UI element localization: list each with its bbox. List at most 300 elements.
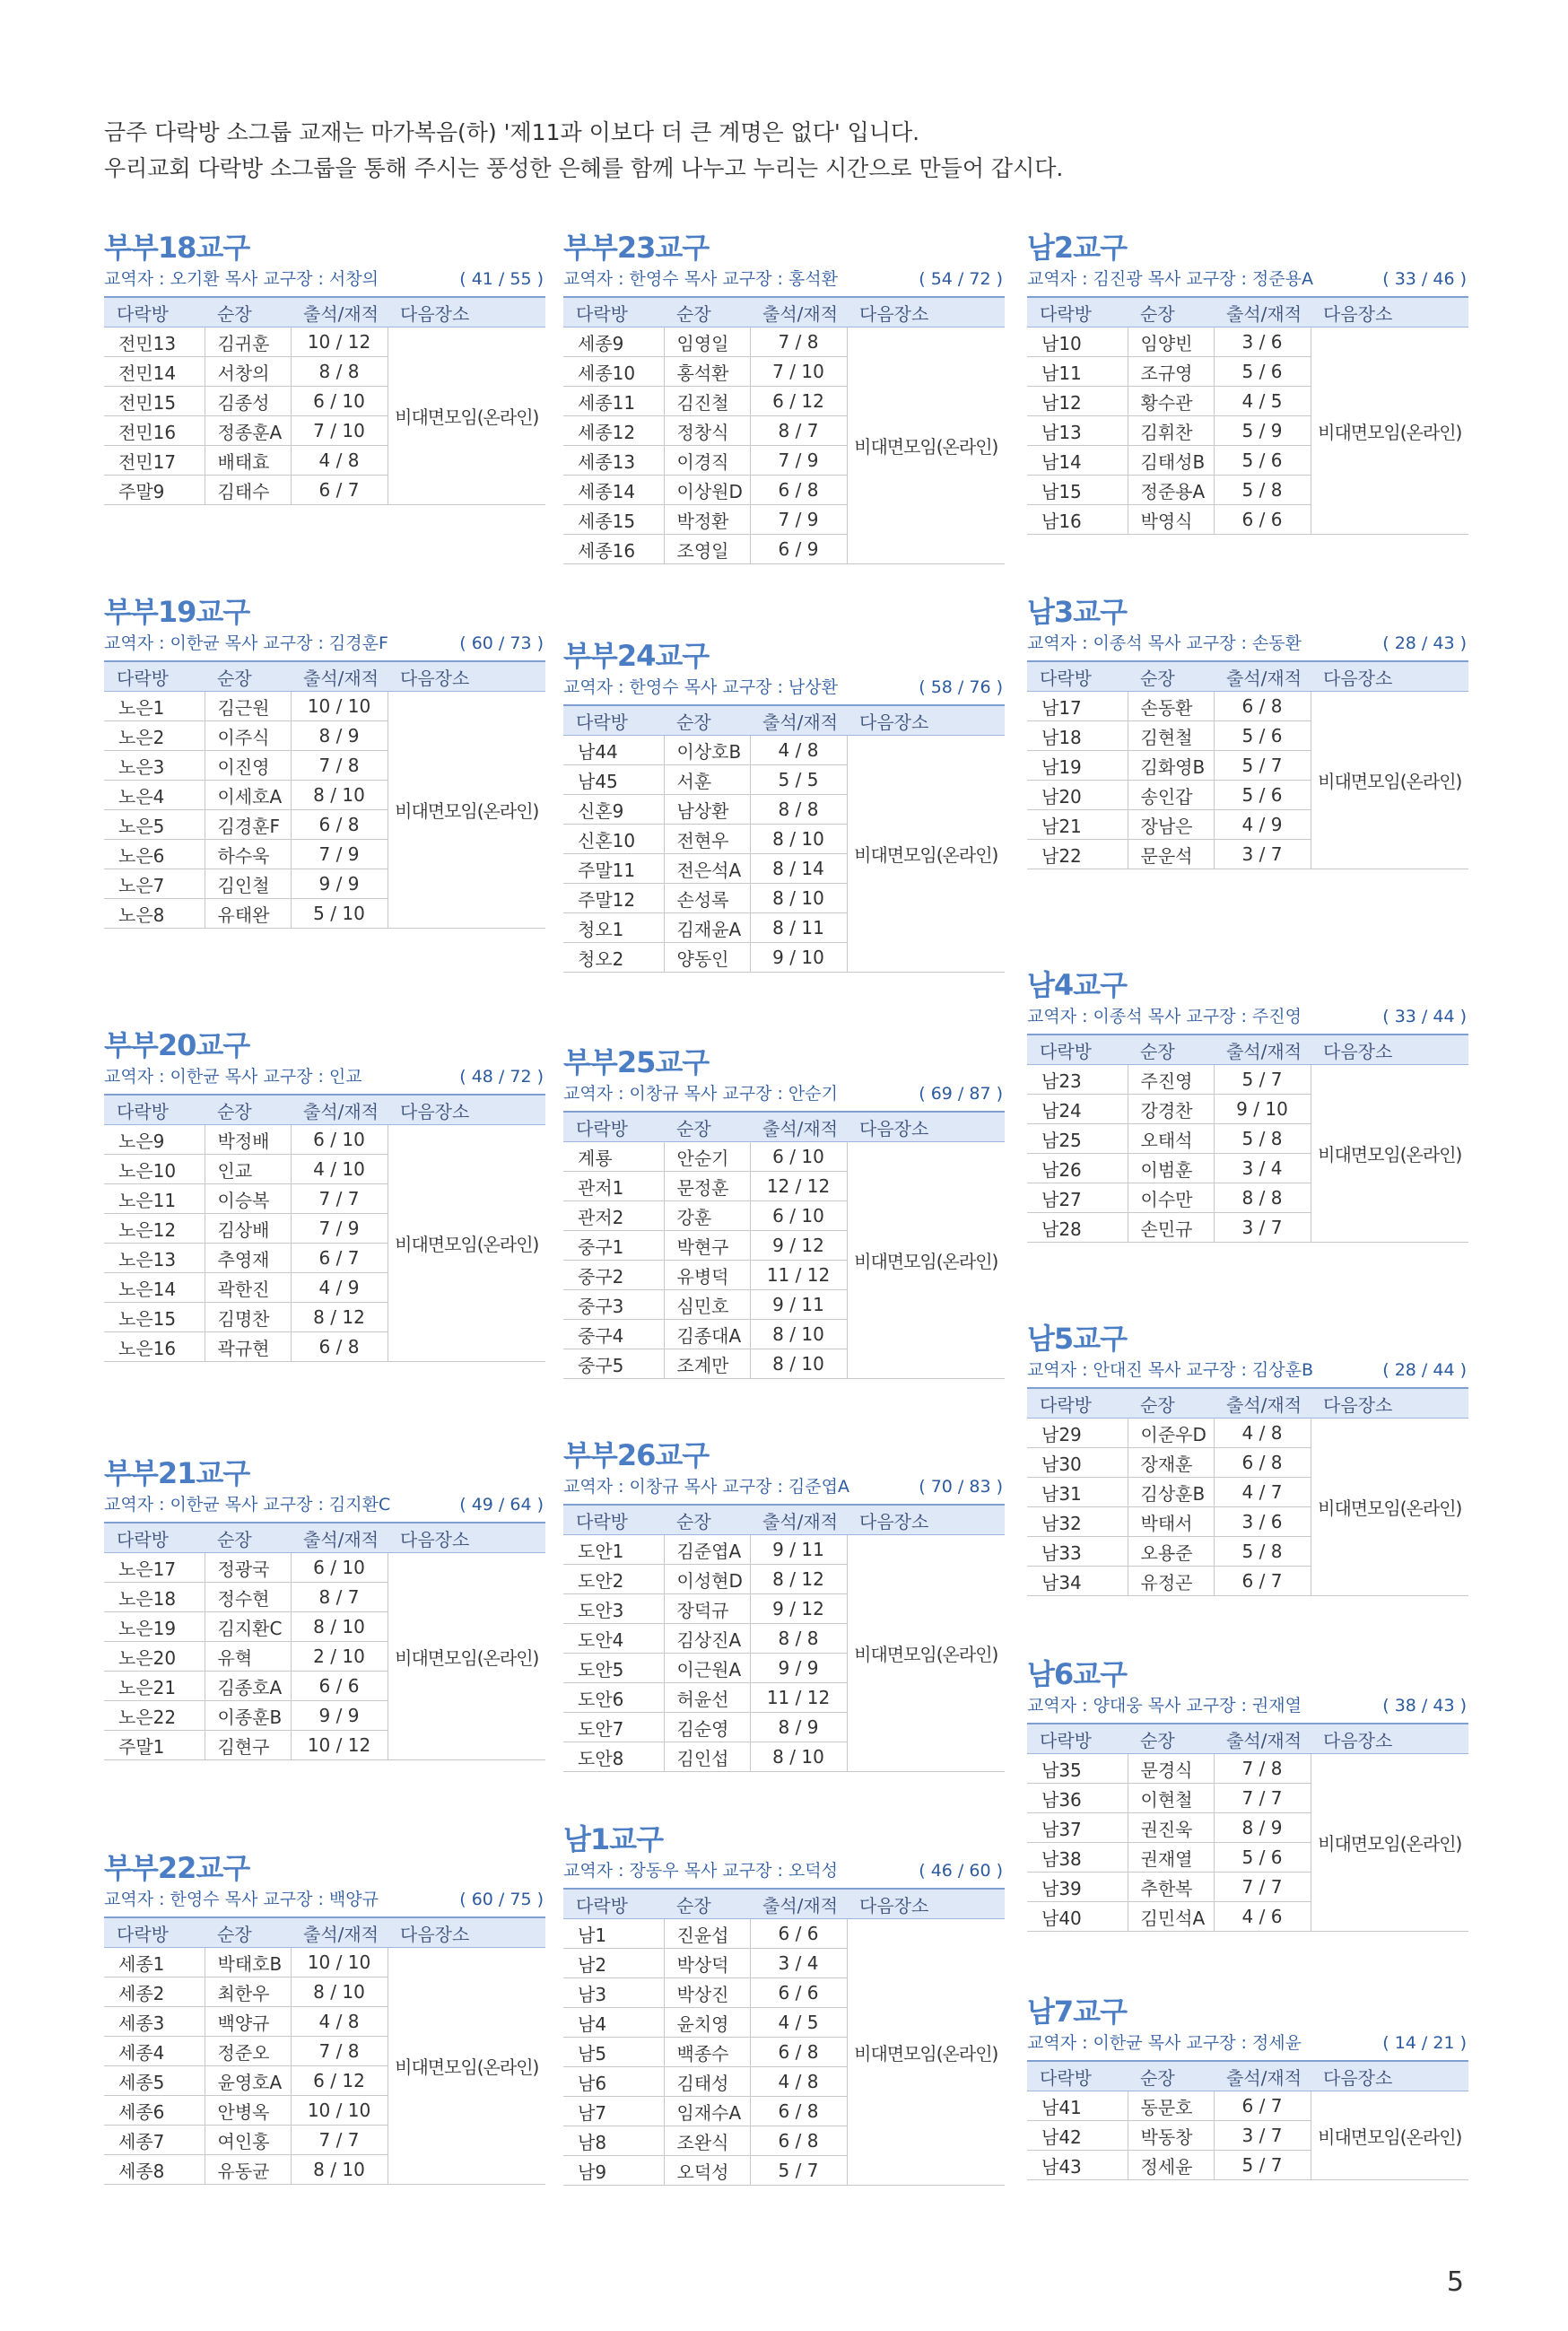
group-attendance: 8 / 8: [291, 357, 388, 387]
group-name: 노은21: [104, 1672, 205, 1701]
district-info: [563, 674, 1005, 701]
group-name: 남30: [1027, 1448, 1128, 1478]
attendance-table: [104, 1916, 545, 2185]
header-next: 다음장소: [1311, 1388, 1468, 1419]
group-attendance: 8 / 9: [1214, 1813, 1311, 1843]
group-attendance: 11 / 12: [750, 1261, 847, 1290]
district-leaders: 교역자 : 이창규 목사 교구장 : 김준엽A: [563, 1477, 849, 1497]
group-attendance: 8 / 8: [750, 795, 847, 825]
district-title: 남3교구: [1027, 595, 1128, 629]
group-attendance: 6 / 10: [291, 387, 388, 416]
group-attendance: 4 / 9: [291, 1273, 388, 1303]
district-info: [104, 1491, 545, 1518]
district-title: 남7교구: [1027, 1995, 1128, 2029]
table-header-row: [563, 297, 1005, 327]
next-place: 비대면모임(온라인): [1311, 1754, 1468, 1932]
header-leader: 순장: [1128, 1035, 1214, 1065]
group-name: 노은10: [104, 1155, 205, 1184]
group-leader: 김경훈F: [205, 810, 291, 840]
group-leader: 조영일: [664, 535, 750, 564]
group-leader: 강경찬: [1128, 1095, 1214, 1124]
attendance-table: [563, 1888, 1005, 2186]
group-leader: 박상진: [664, 1978, 750, 2008]
group-leader: 백양규: [205, 2007, 291, 2037]
group-name: 도안4: [563, 1624, 664, 1654]
district-info: [563, 266, 1005, 292]
group-leader: 장재훈: [1128, 1448, 1214, 1478]
group-name: 전민14: [104, 357, 205, 387]
group-leader: 김태성B: [1128, 446, 1214, 476]
group-leader: 전현우: [664, 825, 750, 854]
group-leader: 조완식: [664, 2126, 750, 2156]
district-title: 부부20교구: [104, 1028, 250, 1062]
group-name: 남12: [1027, 387, 1128, 416]
group-name: 신혼9: [563, 795, 664, 825]
group-attendance: 6 / 10: [750, 1142, 847, 1172]
district-block: [104, 1850, 545, 2185]
attendance-table: [104, 1094, 545, 1362]
district-attendance-total: ( 60 / 75 ): [459, 1890, 544, 1909]
group-leader: 손민규: [1128, 1213, 1214, 1243]
group-leader: 최한우: [205, 1977, 291, 2007]
header-name: 다락방: [1027, 1724, 1128, 1754]
header-next: 다음장소: [847, 1112, 1005, 1142]
group-attendance: 8 / 10: [750, 1320, 847, 1349]
group-name: 세종4: [104, 2037, 205, 2066]
next-place: 비대면모임(온라인): [388, 1553, 545, 1760]
district-title: 남2교구: [1027, 231, 1128, 265]
group-attendance: 4 / 10: [291, 1155, 388, 1184]
group-attendance: 6 / 8: [1214, 692, 1311, 721]
group-name: 관저1: [563, 1172, 664, 1201]
next-place: 비대면모임(온라인): [1311, 2091, 1468, 2180]
group-leader: 이근원A: [664, 1654, 750, 1683]
district-attendance-total: ( 54 / 72 ): [919, 269, 1003, 289]
group-name: 세종7: [104, 2126, 205, 2155]
group-name: 남39: [1027, 1873, 1128, 1902]
table-row: [1027, 1754, 1468, 1784]
group-name: 남13: [1027, 416, 1128, 446]
group-name: 전민16: [104, 416, 205, 446]
group-attendance: 3 / 6: [1214, 327, 1311, 357]
group-leader: 김재윤A: [664, 913, 750, 943]
group-leader: 조규영: [1128, 357, 1214, 387]
group-attendance: 6 / 8: [1214, 1448, 1311, 1478]
group-attendance: 8 / 10: [291, 781, 388, 810]
group-leader: 김상훈B: [1128, 1478, 1214, 1507]
district-attendance-total: ( 28 / 43 ): [1382, 633, 1467, 653]
group-attendance: 6 / 12: [291, 2066, 388, 2096]
group-attendance: 6 / 10: [291, 1125, 388, 1155]
header-next: 다음장소: [388, 297, 545, 327]
group-name: 세종8: [104, 2155, 205, 2185]
table-header-row: [104, 1095, 545, 1125]
group-attendance: 7 / 8: [1214, 1754, 1311, 1784]
header-ratio: 출석/재적: [291, 1917, 388, 1948]
table-row: [563, 327, 1005, 357]
intro-line-2: 우리교회 다락방 소그룹을 통해 주시는 풍성한 은혜를 함께 나누고 누리는 시간으로 만들어 갑시다.: [104, 155, 1064, 181]
group-attendance: 6 / 10: [291, 1553, 388, 1583]
group-name: 남27: [1027, 1183, 1128, 1213]
group-name: 노은19: [104, 1612, 205, 1642]
group-leader: 정수현: [205, 1583, 291, 1612]
header-leader: 순장: [664, 705, 750, 736]
group-attendance: 5 / 8: [1214, 1537, 1311, 1567]
group-leader: 조계만: [664, 1349, 750, 1379]
table-row: [1027, 2091, 1468, 2121]
group-name: 남14: [1027, 446, 1128, 476]
header-leader: 순장: [664, 297, 750, 327]
group-name: 남41: [1027, 2091, 1128, 2121]
group-attendance: 5 / 8: [1214, 476, 1311, 505]
district-attendance-total: ( 14 / 21 ): [1382, 2033, 1467, 2053]
next-place: 비대면모임(온라인): [847, 1919, 1005, 2186]
group-leader: 정준오: [205, 2037, 291, 2066]
group-leader: 김종성: [205, 387, 291, 416]
district-info: [104, 266, 545, 292]
group-attendance: 8 / 10: [291, 2155, 388, 2185]
header-name: 다락방: [104, 297, 205, 327]
attendance-table: [1027, 660, 1468, 869]
group-leader: 윤치영: [664, 2008, 750, 2038]
group-name: 남15: [1027, 476, 1128, 505]
group-leader: 유동균: [205, 2155, 291, 2185]
group-attendance: 8 / 10: [291, 1612, 388, 1642]
group-attendance: 4 / 6: [1214, 1902, 1311, 1932]
group-attendance: 5 / 9: [1214, 416, 1311, 446]
group-name: 남9: [563, 2156, 664, 2186]
header-ratio: 출석/재적: [291, 661, 388, 692]
group-leader: 문경식: [1128, 1754, 1214, 1784]
group-leader: 유정곤: [1128, 1567, 1214, 1596]
district-title: 부부21교구: [104, 1456, 250, 1490]
district-info: [1027, 630, 1468, 657]
group-name: 남11: [1027, 357, 1128, 387]
group-name: 노은13: [104, 1244, 205, 1273]
header-name: 다락방: [104, 661, 205, 692]
group-leader: 전은석A: [664, 854, 750, 884]
district-title: 부부26교구: [563, 1438, 710, 1472]
group-name: 계룡: [563, 1142, 664, 1172]
header-leader: 순장: [1128, 297, 1214, 327]
group-leader: 김귀훈: [205, 327, 291, 357]
group-name: 남34: [1027, 1567, 1128, 1596]
group-attendance: 9 / 12: [750, 1594, 847, 1624]
group-attendance: 5 / 10: [291, 899, 388, 929]
district-block: [563, 1044, 1005, 1379]
header-ratio: 출석/재적: [291, 1523, 388, 1553]
group-attendance: 8 / 11: [750, 913, 847, 943]
group-attendance: 6 / 9: [750, 535, 847, 564]
district-block: [1027, 1994, 1468, 2180]
district-block: [563, 1437, 1005, 1772]
header-ratio: 출석/재적: [750, 297, 847, 327]
group-attendance: 4 / 9: [1214, 810, 1311, 840]
attendance-table: [563, 1111, 1005, 1379]
group-leader: 심민호: [664, 1290, 750, 1320]
district-title: 부부24교구: [563, 639, 710, 673]
group-attendance: 6 / 6: [750, 1919, 847, 1949]
group-leader: 하수욱: [205, 840, 291, 869]
group-attendance: 7 / 7: [1214, 1784, 1311, 1813]
district-leaders: 교역자 : 이종석 목사 교구장 : 손동환: [1027, 633, 1302, 653]
header-next: 다음장소: [1311, 1724, 1468, 1754]
group-leader: 박태서: [1128, 1507, 1214, 1537]
group-attendance: 7 / 9: [291, 840, 388, 869]
group-name: 신혼10: [563, 825, 664, 854]
header-next: 다음장소: [1311, 2061, 1468, 2091]
group-name: 관저2: [563, 1201, 664, 1231]
group-leader: 안순기: [664, 1142, 750, 1172]
district-info: [1027, 1003, 1468, 1030]
group-name: 남3: [563, 1978, 664, 2008]
group-attendance: 9 / 9: [750, 1654, 847, 1683]
group-attendance: 7 / 8: [291, 751, 388, 781]
table-header-row: [104, 661, 545, 692]
group-leader: 강훈: [664, 1201, 750, 1231]
group-leader: 김상진A: [664, 1624, 750, 1654]
table-header-row: [563, 705, 1005, 736]
group-name: 중구4: [563, 1320, 664, 1349]
header-name: 다락방: [563, 705, 664, 736]
group-name: 세종3: [104, 2007, 205, 2037]
header-ratio: 출석/재적: [750, 1112, 847, 1142]
group-attendance: 9 / 11: [750, 1290, 847, 1320]
group-name: 남10: [1027, 327, 1128, 357]
group-leader: 임양빈: [1128, 327, 1214, 357]
district-info: [1027, 2030, 1468, 2056]
group-leader: 이범훈: [1128, 1154, 1214, 1183]
table-header-row: [1027, 1724, 1468, 1754]
district-block: [1027, 967, 1468, 1243]
district-info: [563, 1080, 1005, 1107]
page-number: 5: [1446, 2266, 1464, 2298]
group-name: 세종16: [563, 535, 664, 564]
group-leader: 유혁: [205, 1642, 291, 1672]
district-title: 남4교구: [1027, 968, 1128, 1002]
group-attendance: 5 / 7: [1214, 751, 1311, 781]
table-header-row: [1027, 2061, 1468, 2091]
group-attendance: 5 / 8: [1214, 1124, 1311, 1154]
header-name: 다락방: [563, 1889, 664, 1919]
group-leader: 이종훈B: [205, 1701, 291, 1731]
group-name: 노은7: [104, 869, 205, 899]
group-attendance: 11 / 12: [750, 1683, 847, 1713]
group-leader: 김인철: [205, 869, 291, 899]
group-leader: 백종수: [664, 2038, 750, 2067]
group-leader: 권재열: [1128, 1843, 1214, 1873]
header-name: 다락방: [1027, 661, 1128, 692]
group-name: 남6: [563, 2067, 664, 2097]
group-leader: 박현구: [664, 1231, 750, 1261]
district-block: [104, 594, 545, 929]
district-block: [104, 1455, 545, 1760]
district-leaders: 교역자 : 양대웅 목사 교구장 : 권재열: [1027, 1696, 1302, 1716]
group-name: 중구1: [563, 1231, 664, 1261]
group-attendance: 7 / 7: [291, 1184, 388, 1214]
group-leader: 배태효: [205, 446, 291, 476]
group-leader: 곽규현: [205, 1332, 291, 1362]
header-name: 다락방: [104, 1917, 205, 1948]
group-name: 노은2: [104, 721, 205, 751]
district-block: [563, 1821, 1005, 2186]
group-name: 노은6: [104, 840, 205, 869]
group-name: 남1: [563, 1919, 664, 1949]
group-name: 남37: [1027, 1813, 1128, 1843]
group-leader: 김상배: [205, 1214, 291, 1244]
group-leader: 박동창: [1128, 2121, 1214, 2151]
group-attendance: 5 / 6: [1214, 446, 1311, 476]
header-next: 다음장소: [847, 1505, 1005, 1535]
group-leader: 김인섭: [664, 1742, 750, 1772]
group-name: 남26: [1027, 1154, 1128, 1183]
group-name: 남31: [1027, 1478, 1128, 1507]
group-name: 노은3: [104, 751, 205, 781]
group-name: 청오2: [563, 943, 664, 973]
header-next: 다음장소: [1311, 297, 1468, 327]
table-row: [1027, 1419, 1468, 1448]
group-attendance: 5 / 6: [1214, 781, 1311, 810]
group-name: 노은11: [104, 1184, 205, 1214]
group-leader: 이승복: [205, 1184, 291, 1214]
group-leader: 동문호: [1128, 2091, 1214, 2121]
group-leader: 송인갑: [1128, 781, 1214, 810]
district-info: [104, 1063, 545, 1090]
next-place: 비대면모임(온라인): [388, 327, 545, 505]
district-block: [563, 230, 1005, 564]
group-attendance: 10 / 12: [291, 327, 388, 357]
group-name: 도안3: [563, 1594, 664, 1624]
table-row: [104, 1553, 545, 1583]
district-title: 부부18교구: [104, 231, 250, 265]
district-leaders: 교역자 : 장동우 목사 교구장 : 오덕성: [563, 1861, 838, 1881]
group-name: 남42: [1027, 2121, 1128, 2151]
group-leader: 이준우D: [1128, 1419, 1214, 1448]
table-header-row: [563, 1889, 1005, 1919]
header-leader: 순장: [205, 1095, 291, 1125]
group-name: 남25: [1027, 1124, 1128, 1154]
group-leader: 서창의: [205, 357, 291, 387]
group-leader: 김현철: [1128, 721, 1214, 751]
group-leader: 황수관: [1128, 387, 1214, 416]
header-ratio: 출석/재적: [1214, 2061, 1311, 2091]
group-attendance: 7 / 9: [291, 1214, 388, 1244]
group-name: 남20: [1027, 781, 1128, 810]
district-block: [1027, 1656, 1468, 1932]
group-leader: 이세호A: [205, 781, 291, 810]
group-name: 노은14: [104, 1273, 205, 1303]
group-leader: 김종호A: [205, 1672, 291, 1701]
group-attendance: 8 / 9: [291, 721, 388, 751]
table-header-row: [1027, 1035, 1468, 1065]
group-name: 주말11: [563, 854, 664, 884]
district-block: [563, 638, 1005, 973]
group-attendance: 3 / 7: [1214, 1213, 1311, 1243]
group-leader: 서훈: [664, 765, 750, 795]
group-leader: 정종훈A: [205, 416, 291, 446]
group-attendance: 9 / 9: [291, 869, 388, 899]
group-name: 노은1: [104, 692, 205, 721]
attendance-table: [104, 1522, 545, 1760]
group-name: 남24: [1027, 1095, 1128, 1124]
district-attendance-total: ( 69 / 87 ): [919, 1084, 1003, 1104]
attendance-table: [1027, 1034, 1468, 1243]
group-leader: 손동환: [1128, 692, 1214, 721]
next-place: 비대면모임(온라인): [847, 1142, 1005, 1379]
group-name: 도안6: [563, 1683, 664, 1713]
group-name: 주말1: [104, 1731, 205, 1760]
group-leader: 이진영: [205, 751, 291, 781]
group-name: 남29: [1027, 1419, 1128, 1448]
header-ratio: 출석/재적: [1214, 1724, 1311, 1754]
table-row: [104, 1125, 545, 1155]
group-name: 남45: [563, 765, 664, 795]
group-name: 노은15: [104, 1303, 205, 1332]
group-name: 남38: [1027, 1843, 1128, 1873]
group-attendance: 5 / 6: [1214, 721, 1311, 751]
attendance-table: [1027, 296, 1468, 535]
group-attendance: 4 / 8: [750, 2067, 847, 2097]
district-block: [1027, 1321, 1468, 1596]
group-name: 남32: [1027, 1507, 1128, 1537]
header-next: 다음장소: [847, 1889, 1005, 1919]
group-attendance: 6 / 8: [750, 2097, 847, 2126]
group-attendance: 5 / 7: [1214, 1065, 1311, 1095]
next-place: 비대면모임(온라인): [388, 692, 545, 929]
group-attendance: 6 / 10: [750, 1201, 847, 1231]
group-leader: 김태성: [664, 2067, 750, 2097]
group-name: 세종15: [563, 505, 664, 535]
next-place: 비대면모임(온라인): [847, 736, 1005, 973]
group-attendance: 8 / 9: [750, 1713, 847, 1742]
group-attendance: 9 / 12: [750, 1231, 847, 1261]
header-name: 다락방: [1027, 1388, 1128, 1419]
district-leaders: 교역자 : 이창규 목사 교구장 : 안순기: [563, 1084, 838, 1104]
group-name: 전민17: [104, 446, 205, 476]
group-name: 남23: [1027, 1065, 1128, 1095]
group-leader: 임영일: [664, 327, 750, 357]
header-leader: 순장: [1128, 1388, 1214, 1419]
group-leader: 정세윤: [1128, 2151, 1214, 2180]
group-name: 도안2: [563, 1565, 664, 1594]
district-title: 남1교구: [563, 1822, 664, 1856]
group-name: 남2: [563, 1949, 664, 1978]
group-attendance: 4 / 8: [1214, 1419, 1311, 1448]
group-name: 세종5: [104, 2066, 205, 2096]
header-name: 다락방: [563, 297, 664, 327]
group-leader: 김종대A: [664, 1320, 750, 1349]
table-header-row: [104, 1917, 545, 1948]
group-name: 도안7: [563, 1713, 664, 1742]
group-attendance: 9 / 11: [750, 1535, 847, 1565]
district-block: [104, 1027, 545, 1362]
group-name: 노은18: [104, 1583, 205, 1612]
group-name: 노은22: [104, 1701, 205, 1731]
group-attendance: 6 / 12: [750, 387, 847, 416]
group-attendance: 4 / 5: [750, 2008, 847, 2038]
group-attendance: 3 / 7: [1214, 840, 1311, 869]
group-name: 세종6: [104, 2096, 205, 2126]
group-leader: 곽한진: [205, 1273, 291, 1303]
table-row: [563, 736, 1005, 765]
district-attendance-total: ( 48 / 72 ): [459, 1067, 544, 1087]
group-name: 세종12: [563, 416, 664, 446]
group-name: 남5: [563, 2038, 664, 2067]
group-attendance: 6 / 7: [291, 1244, 388, 1273]
group-leader: 박정배: [205, 1125, 291, 1155]
group-leader: 박태호B: [205, 1948, 291, 1977]
group-leader: 정창식: [664, 416, 750, 446]
